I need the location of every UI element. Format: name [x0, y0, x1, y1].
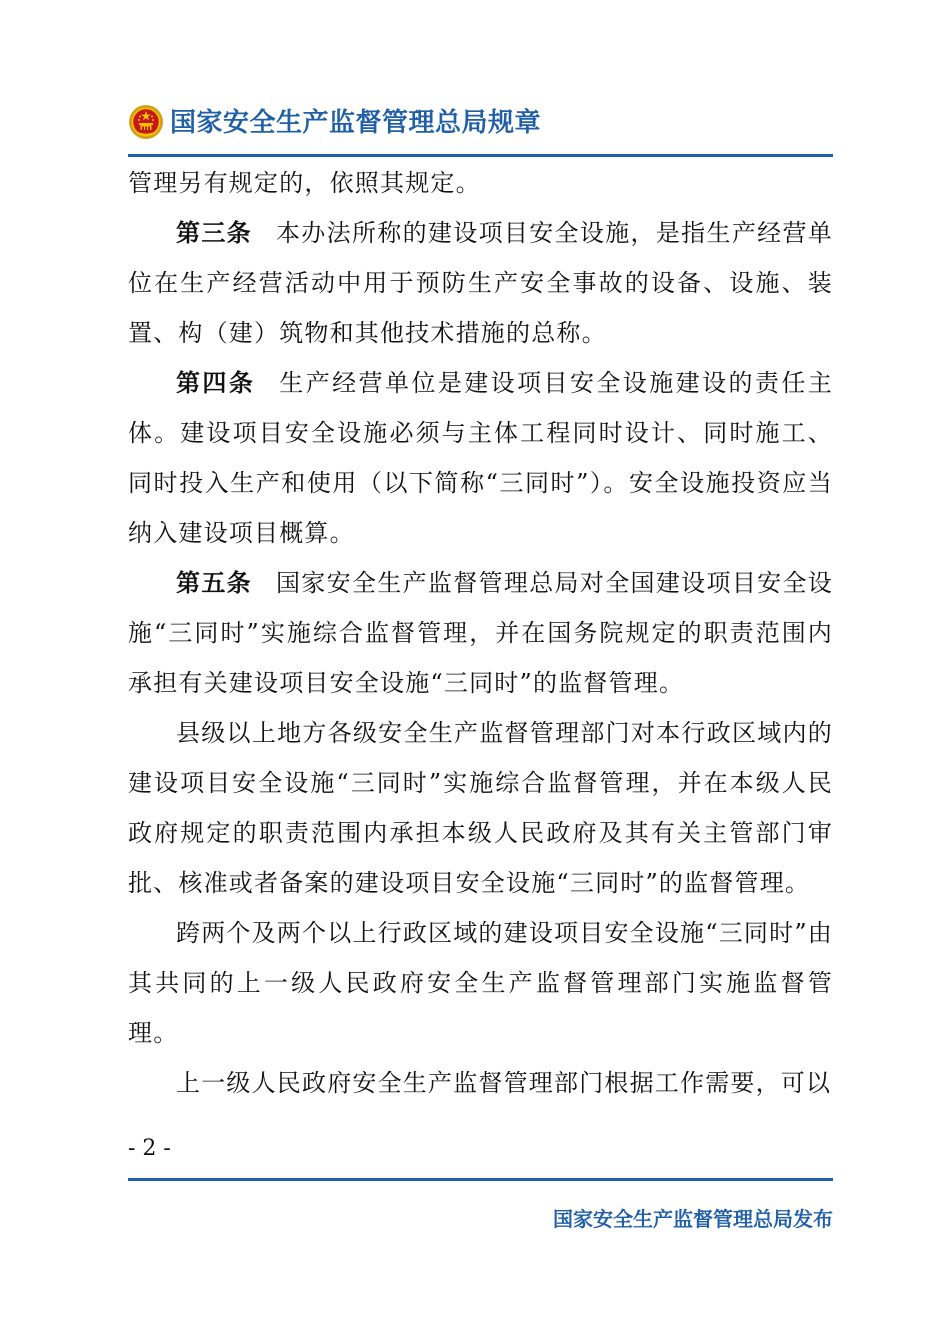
article-3-heading: 第三条	[176, 219, 252, 247]
document-body	[128, 158, 833, 1108]
article-4	[128, 358, 833, 558]
article-5-paragraph-3: 跨两个及两个以上行政区域的建设项目安全设施“三同时”由其共同的上一级人民政府安全生产监督管理部门实施监督管理。	[128, 919, 833, 1047]
header-title: 国家安全生产监督管理总局规章	[170, 108, 542, 138]
national-emblem-icon	[128, 104, 164, 140]
article-5-text: 国家安全生产监督管理总局对全国建设项目安全设施“三同时”实施综合监督管理，并在国务院规定的职责范围内承担有关建设项目安全设施“三同时”的监督管理。	[128, 569, 833, 697]
article-3-text: 本办法所称的建设项目安全设施，是指生产经营单位在生产经营活动中用于预防生产安全事故的设备、设施、装置、构（建）筑物和其他技术措施的总称。	[128, 219, 833, 347]
article-5-paragraph-4: 上一级人民政府安全生产监督管理部门根据工作需要，可以	[176, 1069, 832, 1097]
article-5-paragraph-2: 县级以上地方各级安全生产监督管理部门对本行政区域内的建设项目安全设施“三同时”实施综合监督管理，并在本级人民政府规定的职责范围内承担本级人民政府及其有关主管部门审批、核准或者备案的建设项目安全设施“三同时”的监督管理。	[128, 719, 833, 897]
footer-publisher: 国家安全生产监督管理总局发布	[553, 1207, 833, 1231]
article-3	[128, 208, 833, 358]
page-header	[128, 98, 833, 156]
article-5-heading: 第五条	[176, 569, 252, 597]
article-5	[128, 558, 833, 708]
article-4-heading: 第四条	[176, 369, 256, 397]
footer-divider	[128, 1178, 833, 1181]
paragraph-continued: 管理另有规定的，依照其规定。	[128, 169, 481, 197]
article-4-text: 生产经营单位是建设项目安全设施建设的责任主体。建设项目安全设施必须与主体工程同时设计、同时施工、同时投入生产和使用（以下简称“三同时”）。安全设施投资应当纳入建设项目概算。	[128, 369, 833, 547]
header-divider	[128, 154, 833, 157]
page-number: - 2 -	[128, 1136, 171, 1161]
